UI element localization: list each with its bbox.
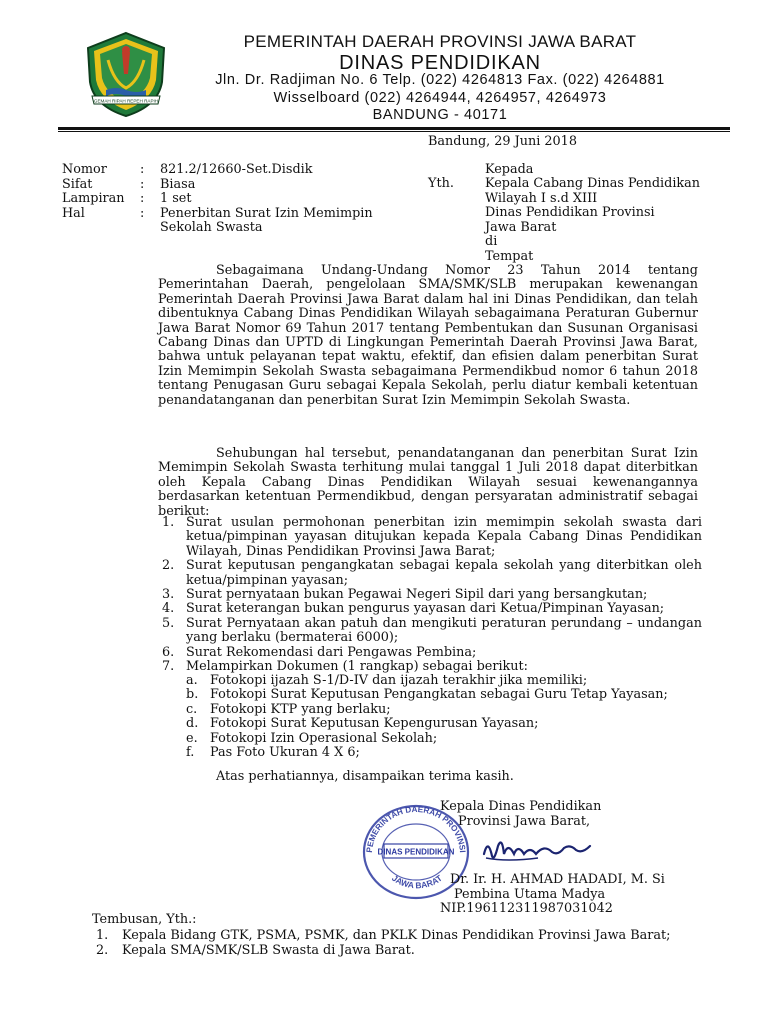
signatory-name: Dr. Ir. H. AHMAD HADADI, M. Si bbox=[450, 872, 665, 888]
recipient-line: Dinas Pendidikan Provinsi bbox=[485, 205, 655, 221]
meta-key: Sifat bbox=[62, 176, 93, 192]
meta-sep: : bbox=[140, 162, 145, 177]
paragraph-text: Sebagaimana Undang-Undang Nomor 23 Tahun 2014 tentang Pemerintahan Daerah, pengelolaan SMA/SMK/SLB merupakan kewenangan Pemerintah Daerah Provinsi Jawa Barat dalam hal ini Dinas Pendidikan, dan telah dibentuknya Cabang Dinas Pendidikan Wilayah sebagaimana Peraturan Gubernur Jawa Barat Nomor 69 Tahun 2017 tentang Pembentukan dan Susunan Organisasi Cabang Dinas dan UPTD di Lingkungan Pemerintah Daerah Provinsi Jawa Barat, bahwa untuk pelayanan tepat waktu, efektif, dan efisien dalam penerbitan Surat Izin Memimpin Sekolah Swasta sebagaimana Permendikbud nomor 6 tahun 2018 tentang Penugasan Guru sebagai Kepala Sekolah, perlu diatur kembali ketentuan penandatanganan dan penerbitan Surat Izin Memimpin Sekolah Swasta. bbox=[158, 263, 698, 408]
meta-value: 1 set bbox=[160, 191, 192, 207]
tembusan-item bbox=[96, 928, 670, 944]
letterhead-city: BANDUNG - 40171 bbox=[372, 107, 508, 123]
recipient-address bbox=[485, 177, 700, 265]
stamp-bottom-text: JAWA BARAT bbox=[390, 872, 444, 891]
list-item bbox=[162, 646, 702, 660]
tembusan-text: Kepala Bidang GTK, PSMA, PSMK, dan PKLK Dinas Pendidikan Provinsi Jawa Barat; bbox=[122, 927, 671, 943]
list-num: 1. bbox=[162, 515, 175, 530]
signatory-title-2: Provinsi Jawa Barat, bbox=[458, 813, 591, 829]
list-num: 6. bbox=[162, 644, 175, 660]
meta-value: 821.2/12660-Set.Disdik bbox=[160, 162, 313, 177]
meta-key: Nomor bbox=[62, 162, 107, 177]
sublist-letter: e. bbox=[186, 730, 198, 746]
tembusan-text: Kepala SMA/SMK/SLB Swasta di Jawa Barat. bbox=[122, 943, 415, 958]
tembusan-num: 2. bbox=[96, 943, 109, 958]
letterhead-address: Jln. Dr. Radjiman No. 6 Telp. (022) 4264813 Fax. (022) 4264881 bbox=[215, 72, 665, 88]
handwritten-signature bbox=[478, 832, 608, 866]
letter-date: Bandung, 29 Juni 2018 bbox=[428, 134, 577, 149]
sublist-text: Fotokopi Izin Operasional Sekolah; bbox=[210, 730, 438, 746]
sublist-letter: f. bbox=[186, 745, 195, 761]
sublist-letter: d. bbox=[186, 716, 199, 732]
sublist-item bbox=[186, 717, 668, 731]
meta-sep: : bbox=[140, 205, 145, 221]
list-num: 5. bbox=[162, 615, 175, 631]
requirements-list bbox=[162, 516, 702, 674]
tembusan-heading: Tembusan, Yth.: bbox=[92, 912, 197, 927]
letterhead-phones: Wisselboard (022) 4264944, 4264957, 4264973 bbox=[273, 90, 607, 106]
signatory-nip: NIP.196112311987031042 bbox=[440, 901, 613, 917]
list-text: Surat Pernyataan akan patuh dan mengikuti peraturan perundang – undangan yang berlaku (bermaterai 6000); bbox=[186, 615, 702, 646]
list-text: Surat usulan permohonan penerbitan izin memimpin sekolah swasta dari ketua/pimpinan yayasan ditujukan kepada Kepala Cabang Dinas Pendidikan Wilayah, Dinas Pendidikan Provinsi Jawa Barat; bbox=[186, 515, 702, 559]
sublist-letter: c. bbox=[186, 701, 198, 717]
sublist-letter: b. bbox=[186, 687, 199, 703]
letterhead-government: PEMERINTAH DAERAH PROVINSI JAWA BARAT bbox=[243, 32, 637, 51]
tembusan-item bbox=[96, 943, 670, 959]
west-java-emblem-logo bbox=[78, 30, 174, 118]
tembusan-block bbox=[92, 912, 670, 959]
meta-value: Sekolah Swasta bbox=[160, 220, 263, 236]
list-item bbox=[162, 559, 702, 588]
recipient-kepada: Kepada bbox=[485, 162, 534, 177]
list-text: Surat keterangan bukan pengurus yayasan dari Ketua/Pimpinan Yayasan; bbox=[186, 601, 665, 617]
letterhead-thin-rule bbox=[58, 131, 730, 132]
list-item bbox=[162, 516, 702, 559]
sublist-text: Fotokopi Surat Keputusan Pengangkatan sebagai Guru Tetap Yayasan; bbox=[210, 687, 668, 703]
list-item bbox=[162, 588, 702, 602]
list-num: 3. bbox=[162, 587, 175, 603]
stamp-center-text: DINAS PENDIDIKAN bbox=[377, 847, 455, 857]
list-num: 7. bbox=[162, 659, 175, 675]
list-num: 4. bbox=[162, 601, 175, 617]
signatory-title-1: Kepala Dinas Pendidikan bbox=[440, 799, 602, 814]
list-num: 2. bbox=[162, 558, 175, 574]
list-text: Surat Rekomendasi dari Pengawas Pembina; bbox=[186, 644, 477, 660]
meta-key: Lampiran bbox=[62, 191, 125, 207]
letterhead-agency: DINAS PENDIDIKAN bbox=[339, 52, 541, 74]
meta-sep: : bbox=[140, 191, 145, 207]
recipient-line: di bbox=[485, 234, 498, 250]
sublist-item bbox=[186, 746, 668, 760]
sublist-text: Pas Foto Ukuran 4 X 6; bbox=[210, 745, 360, 761]
list-text: Surat keputusan pengangkatan sebagai kepala sekolah yang diterbitkan oleh ketua/pimpinan yayasan; bbox=[186, 558, 702, 588]
meta-sep: : bbox=[140, 176, 145, 192]
recipient-line: Wilayah I s.d XIII bbox=[485, 190, 598, 206]
sublist-text: Fotokopi Surat Keputusan Kepengurusan Yayasan; bbox=[210, 716, 539, 732]
tembusan-num: 1. bbox=[96, 927, 109, 943]
list-text: Melampirkan Dokumen (1 rangkap) sebagai berikut: bbox=[186, 659, 528, 675]
stamp-top-text: PEMERINTAH DAERAH PROVINSI bbox=[364, 804, 467, 854]
sublist-item bbox=[186, 732, 668, 746]
meta-key: Hal bbox=[62, 205, 85, 221]
letterhead-thick-rule bbox=[58, 127, 730, 130]
paragraph-text: Sehubungan hal tersebut, penandatanganan dan penerbitan Surat Izin Memimpin Sekolah Swasta terhitung mulai tanggal 1 Juli 2018 dapat diterbitkan oleh Kepala Cabang Dinas Pendidikan Wilayah sesuai kewenangannya berdasarkan ketentuan Permendikbud, dengan persyaratan administratif sebagai berikut: bbox=[158, 446, 698, 519]
sublist-text: Fotokopi ijazah S-1/D-IV dan ijazah terakhir jika memiliki; bbox=[210, 673, 588, 688]
sublist-item bbox=[186, 674, 668, 688]
sublist-item bbox=[186, 703, 668, 717]
recipient-line: Jawa Barat bbox=[485, 219, 557, 235]
closing-sentence: Atas perhatiannya, disampaikan terima kasih. bbox=[216, 769, 514, 784]
recipient-line: Tempat bbox=[485, 248, 534, 264]
body-paragraph-2 bbox=[158, 447, 698, 519]
list-text: Surat pernyataan bukan Pegawai Negeri Sipil dari yang bersangkutan; bbox=[186, 587, 648, 603]
meta-value: Biasa bbox=[160, 176, 196, 192]
list-item bbox=[162, 617, 702, 646]
sublist-letter: a. bbox=[186, 673, 198, 688]
sublist-item bbox=[186, 688, 668, 702]
recipient-yth: Yth. bbox=[428, 176, 454, 191]
signatory-rank: Pembina Utama Madya bbox=[454, 886, 606, 902]
meta-value: Penerbitan Surat Izin Memimpin bbox=[160, 205, 373, 221]
body-paragraph-1 bbox=[158, 264, 698, 408]
logo-motto: GEMAH RIPAH REPEH RAPIH bbox=[93, 98, 159, 104]
recipient-line: Kepala Cabang Dinas Pendidikan bbox=[485, 176, 701, 191]
documents-sublist bbox=[186, 674, 668, 760]
sublist-text: Fotokopi KTP yang berlaku; bbox=[210, 701, 391, 717]
list-item bbox=[162, 602, 702, 616]
